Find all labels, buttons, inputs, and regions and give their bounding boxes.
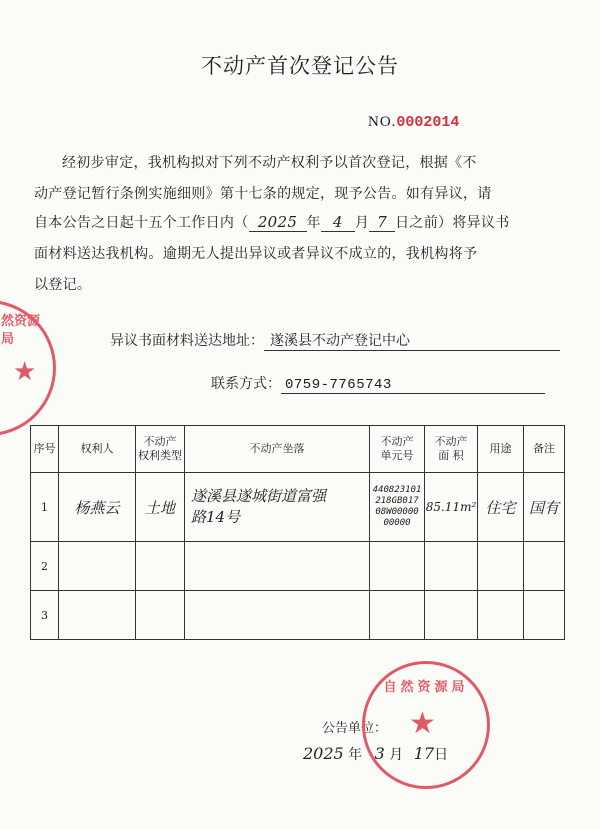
contact-label: 联系方式：: [211, 376, 281, 392]
date-month-char: 月: [389, 747, 404, 763]
table-row: [31, 473, 565, 542]
row-3-no: 3: [31, 591, 59, 640]
deadline-month: 4: [321, 213, 355, 232]
row-1-remark: 国有: [524, 473, 565, 542]
issuer-label: 公告单位：: [322, 721, 388, 736]
row-3-unit-no: [370, 591, 425, 640]
objection-address-row: [110, 330, 560, 351]
date-year-char: 年: [348, 747, 363, 763]
page-title: 不动产首次登记公告: [201, 54, 399, 78]
notice-number: [368, 112, 459, 131]
row-3-remark: [524, 591, 565, 640]
body-line-3-suffix: 日之前）将异议书: [395, 215, 510, 231]
registration-table: [30, 425, 565, 640]
body-line-5: 以登记。: [34, 277, 92, 293]
table-row: [31, 542, 565, 591]
issue-date: [303, 744, 448, 764]
row-3-usage: [478, 591, 524, 640]
deadline-month-char: 月: [354, 215, 370, 231]
date-month: 3: [374, 744, 385, 763]
row-1-unit-line1: 440823101: [372, 485, 422, 495]
date-day: 17: [413, 744, 435, 763]
row-2-area: [425, 542, 478, 591]
row-2-remark: [524, 542, 565, 591]
header-right-type: [136, 426, 185, 473]
header-unit-line2: 单元号: [380, 449, 414, 462]
header-area: [425, 426, 478, 473]
deadline-year: 2025: [249, 213, 307, 232]
row-3-location: [185, 591, 370, 640]
deadline-day: 7: [369, 213, 395, 232]
row-1-unit-line3: 08W00000: [375, 507, 419, 517]
deadline-year-char: 年: [306, 215, 321, 231]
body-line-1: 经初步审定，我机构拟对下列不动产权利予以首次登记，根据《不: [62, 155, 477, 171]
objection-address-label: 异议书面材料送达地址：: [110, 333, 264, 349]
row-2-location: [185, 542, 370, 591]
row-1-unit-line4: 00000: [383, 518, 411, 528]
issuer-seal-text: 自然资源局: [383, 680, 469, 695]
star-icon: ★: [409, 706, 436, 741]
row-1-unit-no: [370, 473, 425, 542]
header-unit-no: [370, 426, 425, 473]
body-line-2: 动产登记暂行条例实施细则》第十七条的规定，现予公告。如有异议，请: [34, 186, 492, 202]
date-day-char: 日: [434, 747, 449, 763]
row-1-location-line1: 遂溪县遂城街道富强: [191, 487, 327, 505]
header-location: 不动产坐落: [185, 426, 370, 473]
contact-value: 0759-7765743: [281, 377, 545, 394]
row-1-unit-line2: 218GB017: [375, 496, 419, 506]
header-remark: 备注: [524, 426, 565, 473]
notice-number-value: 0002014: [396, 114, 460, 131]
left-edge-seal: [0, 300, 56, 436]
header-unit-line1: 不动产: [380, 435, 414, 448]
header-usage: 用途: [478, 426, 524, 473]
header-area-line2: 面 积: [438, 449, 464, 462]
header-right-type-line2: 权利类型: [138, 449, 182, 462]
row-1-area: 85.11m²: [425, 473, 478, 542]
row-1-usage: 住宅: [478, 473, 524, 542]
header-area-line1: 不动产: [434, 435, 468, 448]
row-2-usage: [478, 542, 524, 591]
body-line-3: [34, 212, 510, 232]
row-1-location-line2: 路14号: [191, 508, 241, 526]
issuer-seal: [362, 661, 490, 789]
body-line-4: 面材料送达我机构。逾期无人提出异议或者异议不成立的，我机构将予: [34, 246, 478, 262]
row-3-owner: [59, 591, 136, 640]
row-2-no: 2: [31, 542, 59, 591]
row-1-owner: 杨燕云: [59, 473, 136, 542]
body-line-3-prefix: 自本公告之日起十五个工作日内（: [34, 215, 249, 231]
header-no: 序号: [31, 426, 59, 473]
row-1-location: [185, 473, 370, 542]
objection-address-value: 遂溪县不动产登记中心: [264, 330, 560, 351]
header-right-type-line1: 不动产: [143, 435, 177, 448]
header-owner: 权利人: [59, 426, 136, 473]
row-2-owner: [59, 542, 136, 591]
contact-row: [211, 373, 545, 394]
row-1-no: 1: [31, 473, 59, 542]
star-icon: ★: [13, 357, 37, 387]
row-1-right-type: 土地: [136, 473, 185, 542]
notice-number-label: NO.: [368, 114, 397, 130]
row-2-unit-no: [370, 542, 425, 591]
row-2-right-type: [136, 542, 185, 591]
table-header-row: [31, 426, 565, 473]
row-3-area: [425, 591, 478, 640]
left-edge-seal-text: 然资源局: [1, 314, 41, 347]
date-year: 2025: [303, 744, 344, 763]
table-row: [31, 591, 565, 640]
row-3-right-type: [136, 591, 185, 640]
